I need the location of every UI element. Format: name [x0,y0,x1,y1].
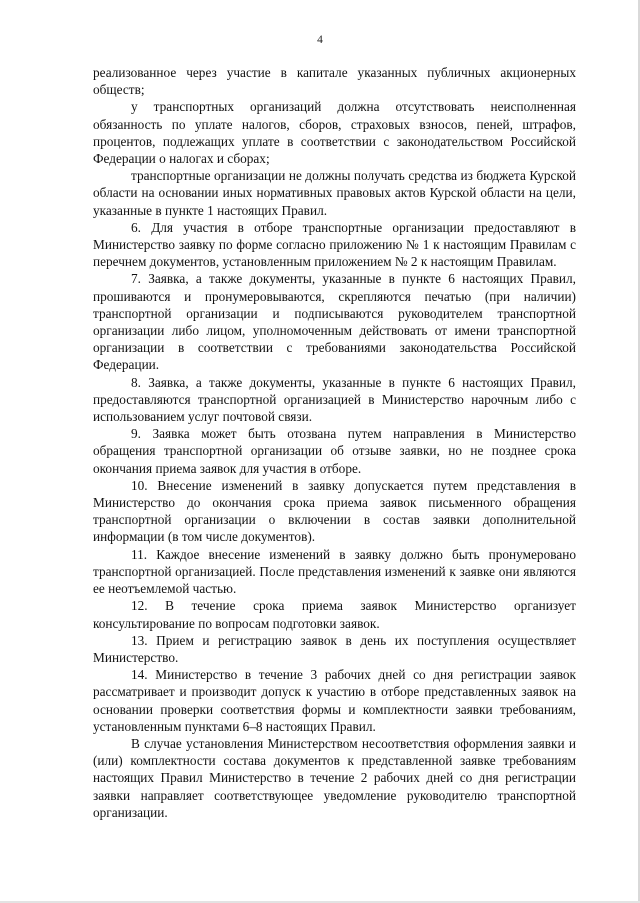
paragraph-item-11: 11. Каждое внесение изменений в заявку должно быть пронумеровано транспортной организацией. После представления изменений к заявке они являются ее неотъемлемой частью. [93,546,576,597]
paragraph-item-10: 10. Внесение изменений в заявку допускается путем представления в Министерство до окончания срока приема заявок письменного обращения транспортной организации о включении в состав заявки дополнительной информации (в том числе документов). [93,477,576,545]
paragraph-tax-obligations: у транспортных организаций должна отсутствовать неисполненная обязанность по уплате налогов, сборов, страховых взносов, пеней, штрафов, процентов, подлежащих уплате в соответствии с законодательством Российской Федерации о налогах и сборах; [93,99,576,167]
paragraph-item-8: 8. Заявка, а также документы, указанные в пункте 6 настоящих Правил, предоставляются транспортной организацией в Министерство нарочным либо с использованием услуг почтовой связи. [93,374,576,425]
page-number: 4 [317,34,323,46]
paragraph-budget-funds: транспортные организации не должны получать средства из бюджета Курской области на основании иных нормативных правовых актов Курской области на цели, указанные в пункте 1 настоящих Правил. [93,168,576,218]
paragraph-item-7: 7. Заявка, а также документы, указанные в пункте 6 настоящих Правил, прошиваются и пронумеровываются, скрепляются печатью (при наличии) транспортной организации и подписываются руководителем транспортной организации либо лицом, уполномоченным действовать от имени транспортной организации в соответствии с требованиями законодательства Российской Федерации. [93,271,576,373]
document-body [93,64,576,821]
paragraph-item-14-nonconformity: В случае установления Министерством несоответствия оформления заявки и (или) комплектности состава документов к представленной заявке требованиям настоящих Правил Министерство в течение 2 рабочих дней со дня регистрации заявки направляет соответствующее уведомление руководителю транспортной организации. [93,735,576,820]
paragraph-item-9: 9. Заявка может быть отозвана путем направления в Министерство обращения транспортной организации об отзыве заявки, но не позднее срока окончания приема заявок для участия в отборе. [93,426,576,476]
paragraph-item-6: 6. Для участия в отборе транспортные организации предоставляют в Министерство заявку по форме согласно приложению № 1 к настоящим Правилам с перечнем документов, установленным приложением № 2 к настоящим Правилам. [93,219,576,270]
paragraph-item-12: 12. В течение срока приема заявок Министерство организует консультирование по вопросам подготовки заявок. [93,598,576,631]
paragraph-item-13: 13. Прием и регистрацию заявок в день их поступления осуществляет Министерство. [93,632,576,665]
paragraph-continuation: реализованное через участие в капитале указанных публичных акционерных обществ; [93,65,576,98]
paragraph-item-14: 14. Министерство в течение 3 рабочих дней со дня регистрации заявок рассматривает и производит допуск к участию в отборе представленных заявок на основании проверки соответствия формы и комплектности заявки требованиям, установленным пунктами 6–8 настоящих Правил. [93,667,576,734]
